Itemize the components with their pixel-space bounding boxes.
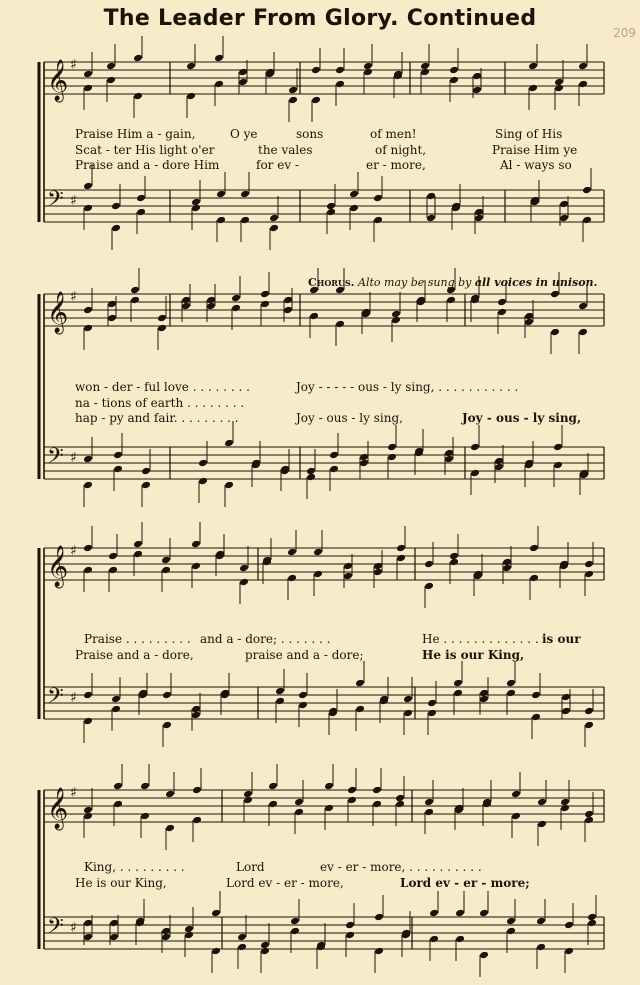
- chorus-direction-emphasis: all voices in unison.: [474, 276, 598, 289]
- note-head: [347, 796, 357, 805]
- lyric-s1-v2-a: Scat - ter His light o'er: [75, 143, 215, 157]
- note-head: [506, 917, 516, 926]
- lyric-s1-v1-c: sons: [296, 127, 324, 141]
- note-head: [424, 582, 434, 591]
- lyric-s3-v1-a: Praise . . . . . . . . .: [84, 632, 191, 646]
- lyric-s4-v1-b: Lord: [236, 860, 265, 874]
- note-head: [349, 190, 359, 199]
- note-head: [449, 66, 459, 75]
- note-head: [391, 316, 401, 325]
- note-head: [584, 816, 594, 825]
- note-head: [426, 214, 436, 223]
- note-head: [211, 947, 221, 956]
- note-head: [83, 204, 93, 213]
- sharp-icon: ♯: [70, 289, 77, 305]
- note-head: [536, 917, 546, 926]
- note-head: [109, 919, 119, 928]
- sharp-icon: ♯: [70, 57, 77, 73]
- note-head: [429, 935, 439, 944]
- note-head: [192, 786, 202, 795]
- note-head: [564, 921, 574, 930]
- note-head: [470, 443, 480, 452]
- note-head: [306, 473, 316, 482]
- note-head: [494, 457, 504, 466]
- note-head: [214, 54, 224, 63]
- note-head: [345, 921, 355, 930]
- lyric-s3-v2-a: Praise and a - dore,: [75, 648, 194, 662]
- note-head: [387, 453, 397, 462]
- note-head: [260, 290, 270, 299]
- note-head: [479, 689, 489, 698]
- note-head: [427, 699, 437, 708]
- note-head: [582, 216, 592, 225]
- lyric-s1-v1-e: Sing of His: [495, 127, 563, 141]
- note-head: [355, 705, 365, 714]
- note-head: [479, 909, 489, 918]
- note-head: [349, 204, 359, 213]
- note-head: [424, 808, 434, 817]
- note-head: [83, 544, 93, 553]
- note-head: [294, 798, 304, 807]
- note-head: [136, 194, 146, 203]
- note-head: [474, 208, 484, 217]
- note-head: [561, 707, 571, 716]
- note-head: [184, 931, 194, 940]
- note-head: [283, 296, 293, 305]
- note-head: [528, 84, 538, 93]
- note-head: [578, 80, 588, 89]
- note-head: [113, 451, 123, 460]
- note-head: [506, 689, 516, 698]
- note-head: [343, 572, 353, 581]
- note-head: [374, 913, 384, 922]
- note-head: [309, 312, 319, 321]
- sharp-icon: ♯: [70, 920, 77, 936]
- note-head: [536, 943, 546, 952]
- note-head: [403, 695, 413, 704]
- note-head: [559, 214, 569, 223]
- note-head: [192, 816, 202, 825]
- note-head: [111, 705, 121, 714]
- bass-clef-icon: 𝄢: [47, 684, 64, 714]
- score-layer: [39, 36, 604, 977]
- note-head: [133, 540, 143, 549]
- note-head: [455, 909, 465, 918]
- lyric-s2-v1-b: Joy - - - - - ous - ly sing, . . . . . . . . . . .: [296, 380, 519, 394]
- lyric-s2-v1-a: won - der - ful love . . . . . . . .: [75, 380, 250, 394]
- note-head: [347, 786, 357, 795]
- note-head: [372, 800, 382, 809]
- note-head: [524, 312, 534, 321]
- note-head: [140, 782, 150, 791]
- lyric-s4-v2-c: Lord ev - er - more;: [400, 876, 530, 890]
- note-head: [506, 679, 516, 688]
- note-head: [231, 304, 241, 313]
- note-head: [83, 691, 93, 700]
- note-head: [554, 84, 564, 93]
- chorus-direction-text: Alto may be sung by: [358, 276, 472, 289]
- lyric-s1-v3-a: Praise and a - dore Him: [75, 158, 220, 172]
- lyric-s4-v1-c: ev - er - more, . . . . . . . . . .: [320, 860, 482, 874]
- note-head: [198, 477, 208, 486]
- note-head: [161, 927, 171, 936]
- note-head: [240, 216, 250, 225]
- note-head: [335, 80, 345, 89]
- lyric-s1-v2-d: Praise Him ye: [492, 143, 578, 157]
- note-head: [111, 202, 121, 211]
- treble-clef-icon: 𝄞: [47, 788, 69, 829]
- lyric-s3-v1-d: is our: [542, 632, 581, 646]
- note-head: [373, 216, 383, 225]
- note-head: [136, 208, 146, 217]
- note-head: [162, 691, 172, 700]
- note-head: [553, 461, 563, 470]
- note-head: [191, 204, 201, 213]
- note-head: [373, 194, 383, 203]
- note-head: [109, 933, 119, 942]
- note-head: [141, 481, 151, 490]
- note-head: [311, 66, 321, 75]
- note-head: [107, 314, 117, 323]
- note-head: [537, 798, 547, 807]
- note-head: [502, 558, 512, 567]
- note-head: [211, 909, 221, 918]
- note-head: [133, 92, 143, 101]
- note-head: [83, 919, 93, 928]
- note-head: [237, 933, 247, 942]
- note-head: [559, 200, 569, 209]
- note-head: [298, 691, 308, 700]
- note-head: [130, 296, 140, 305]
- note-head: [206, 296, 216, 305]
- note-head: [290, 927, 300, 936]
- note-head: [238, 68, 248, 77]
- note-head: [191, 562, 201, 571]
- note-head: [561, 693, 571, 702]
- note-head: [449, 558, 459, 567]
- note-head: [472, 72, 482, 81]
- note-head: [224, 481, 234, 490]
- note-head: [396, 554, 406, 563]
- note-head: [506, 927, 516, 936]
- treble-clef-icon: 𝄞: [47, 60, 69, 101]
- note-head: [420, 68, 430, 77]
- lyric-s4-v2-a: He is our King,: [75, 876, 167, 890]
- note-head: [288, 86, 298, 95]
- note-head: [587, 919, 597, 928]
- note-head: [324, 782, 334, 791]
- note-head: [472, 86, 482, 95]
- lyric-s3-v1-c: He . . . . . . . . . . . . .: [422, 632, 539, 646]
- note-head: [326, 208, 336, 217]
- note-head: [216, 216, 226, 225]
- note-head: [584, 570, 594, 579]
- note-head: [186, 62, 196, 71]
- note-head: [83, 566, 93, 575]
- note-head: [165, 824, 175, 833]
- note-head: [497, 298, 507, 307]
- note-head: [529, 574, 539, 583]
- note-head: [269, 224, 279, 233]
- lyric-s2-v3-a: hap - py and fair. . . . . . . . .: [75, 411, 239, 425]
- note-head: [113, 782, 123, 791]
- note-head: [108, 566, 118, 575]
- note-head: [446, 296, 456, 305]
- note-head: [107, 300, 117, 309]
- lyric-s3-v2-b: praise and a - dore;: [245, 648, 364, 662]
- note-head: [343, 562, 353, 571]
- note-head: [288, 96, 298, 105]
- lyric-s1-v1-d: of men!: [370, 127, 417, 141]
- note-head: [133, 54, 143, 63]
- note-head: [550, 328, 560, 337]
- note-head: [83, 84, 93, 93]
- note-head: [578, 328, 588, 337]
- note-head: [283, 306, 293, 315]
- note-head: [113, 800, 123, 809]
- lyric-s3-v2-c: He is our King,: [422, 648, 525, 662]
- lyric-s1-v3-d: Al - ways so: [500, 158, 572, 172]
- bass-clef-icon: 𝄢: [47, 444, 64, 474]
- note-head: [529, 544, 539, 553]
- sharp-icon: ♯: [70, 193, 77, 209]
- lyric-s1-v3-b: for ev -: [256, 158, 299, 172]
- note-head: [429, 909, 439, 918]
- note-head: [239, 578, 249, 587]
- chorus-direction: [308, 276, 597, 289]
- note-head: [161, 556, 171, 565]
- note-head: [329, 451, 339, 460]
- note-head: [553, 443, 563, 452]
- note-head: [162, 721, 172, 730]
- note-head: [157, 314, 167, 323]
- note-head: [582, 186, 592, 195]
- note-head: [550, 290, 560, 299]
- note-head: [374, 947, 384, 956]
- note-head: [355, 679, 365, 688]
- note-head: [243, 796, 253, 805]
- note-head: [584, 560, 594, 569]
- note-head: [83, 481, 93, 490]
- lyric-s1-v3-c: er - more,: [366, 158, 426, 172]
- lyric-s3-v1-b: and a - dore; . . . . . . .: [200, 632, 331, 646]
- sharp-icon: ♯: [70, 690, 77, 706]
- note-head: [298, 701, 308, 710]
- note-head: [83, 717, 93, 726]
- note-head: [427, 709, 437, 718]
- note-head: [186, 92, 196, 101]
- note-head: [424, 560, 434, 569]
- note-head: [497, 308, 507, 317]
- note-head: [359, 453, 369, 462]
- chorus-label: Chorus.: [308, 276, 355, 289]
- note-head: [511, 812, 521, 821]
- note-head: [191, 540, 201, 549]
- note-head: [287, 574, 297, 583]
- note-head: [449, 76, 459, 85]
- note-head: [157, 324, 167, 333]
- note-head: [335, 320, 345, 329]
- lyric-s1-v1-b: O ye: [230, 127, 258, 141]
- note-head: [140, 812, 150, 821]
- note-head: [453, 689, 463, 698]
- note-head: [387, 443, 397, 452]
- note-head: [584, 707, 594, 716]
- hymn-title: The Leader From Glory. Continued: [103, 6, 537, 31]
- note-head: [479, 951, 489, 960]
- note-head: [268, 800, 278, 809]
- note-head: [444, 449, 454, 458]
- bass-clef-icon: 𝄢: [47, 914, 64, 944]
- sharp-icon: ♯: [70, 785, 77, 801]
- note-head: [287, 548, 297, 557]
- note-head: [83, 70, 93, 79]
- note-head: [373, 562, 383, 571]
- treble-clef-icon: 𝄞: [47, 546, 69, 587]
- note-head: [313, 548, 323, 557]
- lyric-s1-v2-c: of night,: [375, 143, 427, 157]
- note-head: [564, 947, 574, 956]
- note-head: [260, 947, 270, 956]
- note-head: [83, 933, 93, 942]
- note-head: [111, 695, 121, 704]
- note-head: [130, 286, 140, 295]
- note-head: [403, 709, 413, 718]
- note-head: [313, 570, 323, 579]
- note-head: [531, 691, 541, 700]
- note-head: [426, 192, 436, 201]
- note-head: [161, 566, 171, 575]
- note-head: [198, 459, 208, 468]
- note-head: [83, 455, 93, 464]
- note-head: [106, 62, 116, 71]
- note-head: [396, 544, 406, 553]
- note-head: [329, 465, 339, 474]
- note-head: [108, 552, 118, 561]
- note-head: [133, 550, 143, 559]
- lyric-s2-v3-c: Joy - ous - ly sing,: [462, 411, 582, 425]
- note-head: [453, 679, 463, 688]
- note-head: [372, 786, 382, 795]
- note-head: [269, 214, 279, 223]
- note-head: [345, 931, 355, 940]
- note-head: [240, 190, 250, 199]
- lyric-s4-v1-a: King, . . . . . . . . .: [84, 860, 185, 874]
- note-head: [395, 800, 405, 809]
- treble-clef-icon: 𝄞: [47, 292, 69, 333]
- note-head: [528, 62, 538, 71]
- note-head: [311, 96, 321, 105]
- note-head: [83, 182, 93, 191]
- note-head: [83, 812, 93, 821]
- note-head: [335, 66, 345, 75]
- note-head: [238, 78, 248, 87]
- note-head: [181, 296, 191, 305]
- sharp-icon: ♯: [70, 543, 77, 559]
- bass-clef-icon: 𝄢: [47, 187, 64, 217]
- lyric-s1-v2-b: the vales: [258, 143, 313, 157]
- sharp-icon: ♯: [70, 450, 77, 466]
- note-head: [224, 439, 234, 448]
- note-head: [83, 306, 93, 315]
- note-head: [578, 302, 588, 311]
- lyric-s1-v1-a: Praise Him a - gain,: [75, 127, 196, 141]
- note-head: [560, 804, 570, 813]
- note-head: [470, 469, 480, 478]
- note-head: [275, 687, 285, 696]
- note-head: [578, 62, 588, 71]
- page-number: 209: [613, 26, 636, 40]
- note-head: [113, 465, 123, 474]
- note-head: [237, 943, 247, 952]
- note-head: [268, 782, 278, 791]
- note-head: [141, 467, 151, 476]
- note-head: [231, 294, 241, 303]
- lyric-s2-v2-a: na - tions of earth . . . . . . . .: [75, 396, 245, 410]
- note-head: [511, 790, 521, 799]
- note-head: [214, 80, 224, 89]
- note-head: [239, 564, 249, 573]
- note-head: [165, 790, 175, 799]
- note-head: [363, 68, 373, 77]
- lyric-s4-v2-b: Lord ev - er - more,: [226, 876, 344, 890]
- note-head: [260, 300, 270, 309]
- note-head: [324, 804, 334, 813]
- note-head: [537, 820, 547, 829]
- note-head: [294, 808, 304, 817]
- lyric-s2-v3-b: Joy - ous - ly sing,: [296, 411, 403, 425]
- note-head: [455, 935, 465, 944]
- note-head: [531, 713, 541, 722]
- note-head: [216, 190, 226, 199]
- note-head: [424, 798, 434, 807]
- note-head: [83, 324, 93, 333]
- note-head: [275, 697, 285, 706]
- note-head: [106, 76, 116, 85]
- note-head: [111, 224, 121, 233]
- note-head: [290, 917, 300, 926]
- note-head: [584, 721, 594, 730]
- note-head: [191, 705, 201, 714]
